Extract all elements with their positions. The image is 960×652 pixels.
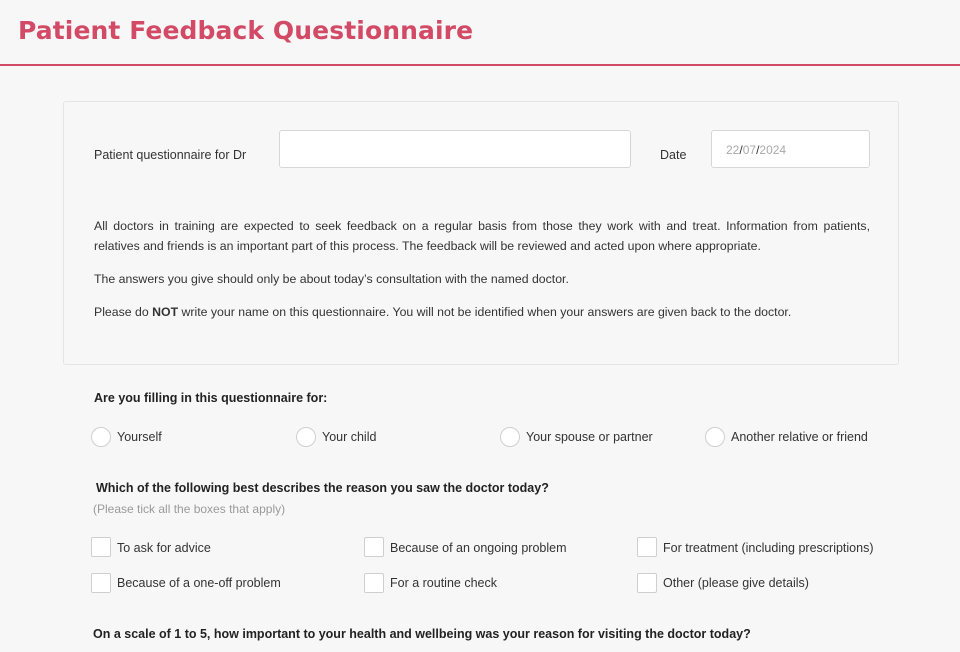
checkbox-routine-check[interactable] [364,573,384,593]
option-label: For treatment (including prescriptions) [663,541,874,555]
option-label: Yourself [117,430,162,444]
checkbox-ask-advice[interactable] [91,537,111,557]
checkbox-ongoing-problem[interactable] [364,537,384,557]
date-label: Date [660,148,687,162]
option-label: For a routine check [390,576,497,590]
option-label: To ask for advice [117,541,211,555]
notice-text: Please do [94,305,153,319]
option-label: Other (please give details) [663,576,809,590]
date-year: 2024 [759,143,787,157]
q3-title: On a scale of 1 to 5, how important to your health and wellbeing was your reason for visiting the doctor today? [93,627,751,641]
q1-title: Are you filling in this questionnaire for: [94,391,328,405]
date-month: 07 [742,143,757,157]
page-title: Patient Feedback Questionnaire [18,16,474,45]
notice-emphasis: NOT [152,305,179,319]
radio-your-child[interactable] [296,427,316,447]
intro-paragraph-notice [94,302,870,322]
checkbox-one-off-problem[interactable] [91,573,111,593]
radio-yourself[interactable] [91,427,111,447]
checkbox-treatment[interactable] [637,537,657,557]
date-separator: / [756,143,760,157]
option-label: Your child [322,430,377,444]
option-label: Another relative or friend [731,430,868,444]
option-label: Your spouse or partner [526,430,653,444]
option-label: Because of an ongoing problem [390,541,567,555]
notice-text: write your name on this questionnaire. You will not be identified when your answers are given back to the doctor. [178,305,792,319]
page-header [0,0,960,66]
intro-paragraph: All doctors in training are expected to seek feedback on a regular basis from those they work with and treat. Information from patients, relatives and friends is an important part of this process. The feedback will be reviewed and acted upon where appropriate. [94,219,870,253]
q2-title: Which of the following best describes the reason you saw the doctor today? [96,481,549,495]
radio-spouse-partner[interactable] [500,427,520,447]
doctor-label: Patient questionnaire for Dr [94,148,247,162]
option-label: Because of a one-off problem [117,576,281,590]
checkbox-other[interactable] [637,573,657,593]
radio-relative-friend[interactable] [705,427,725,447]
date-day: 22 [726,143,740,157]
intro-paragraph: The answers you give should only be about today’s consultation with the named doctor. [94,272,569,286]
date-input[interactable] [711,130,870,168]
doctor-name-input[interactable] [279,130,631,168]
q2-hint: (Please tick all the boxes that apply) [93,502,286,516]
date-separator: / [739,143,743,157]
